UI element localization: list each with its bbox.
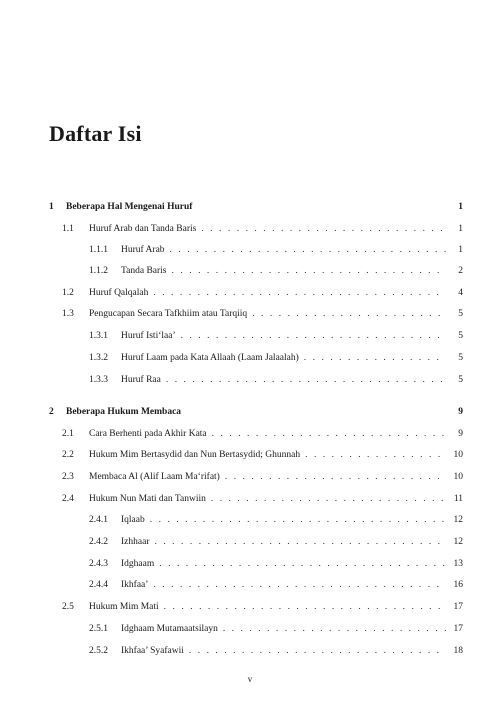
toc-label: Membaca Al (Alif Laam Ma‘rifat)	[89, 472, 220, 482]
toc-label: Huruf Isti‘laa’	[121, 331, 176, 341]
toc-page-number: 9	[458, 407, 463, 417]
toc-leader-dots	[225, 471, 446, 483]
toc-number: 2.3	[62, 472, 74, 482]
toc-number: 1.2	[62, 288, 74, 298]
toc-subsection-1-1-1[interactable]	[89, 244, 463, 256]
toc-leader-dots	[223, 623, 446, 635]
toc-section-2-2[interactable]	[62, 449, 463, 461]
toc-page-number: 11	[453, 494, 463, 504]
toc-leader-dots	[164, 601, 446, 613]
toc-page-number: 5	[458, 331, 463, 341]
toc-page-number: 18	[453, 646, 463, 656]
toc-page-number: 16	[453, 580, 463, 590]
toc-page-number: 5	[458, 375, 463, 385]
toc-label: Hukum Mim Bertasydid dan Nun Bertasydid; Ghunnah	[89, 450, 301, 460]
toc-page-number: 17	[453, 602, 463, 612]
toc-number: 2.5	[62, 602, 74, 612]
toc-leader-dots	[252, 308, 446, 320]
toc-subsection-2-5-1[interactable]	[89, 623, 463, 635]
toc-page-number: 10	[453, 472, 463, 482]
toc-label: Iqlaab	[121, 515, 145, 525]
toc-label: Hukum Nun Mati dan Tanwiin	[89, 494, 206, 504]
toc-label: Idghaam Mutamaatsilayn	[121, 624, 218, 634]
toc-label: Izhhaar	[121, 537, 150, 547]
toc-subsection-2-5-2[interactable]	[89, 645, 463, 657]
toc-page-number: 12	[453, 515, 463, 525]
toc-subsection-1-3-2[interactable]	[89, 352, 463, 364]
toc-label: Huruf Qalqalah	[89, 288, 149, 298]
toc-subsection-1-3-3[interactable]	[89, 374, 463, 386]
toc-leader-dots	[159, 558, 446, 570]
toc-label: Huruf Laam pada Kata Allaah (Laam Jalaalah)	[121, 353, 299, 363]
toc-leader-dots	[154, 536, 446, 548]
toc-subsection-2-4-3[interactable]	[89, 558, 463, 570]
page-folio-number: v	[247, 674, 253, 684]
toc-subsection-2-4-1[interactable]	[89, 514, 463, 526]
toc-page-number: 4	[458, 288, 463, 298]
toc-number: 1.3.2	[89, 353, 108, 363]
toc-leader-dots	[305, 449, 446, 461]
toc-page-number: 1	[458, 245, 463, 255]
toc-leader-dots	[166, 374, 446, 386]
toc-number: 1.1	[62, 224, 74, 234]
toc-section-2-1[interactable]	[62, 428, 463, 440]
toc-section-1-3[interactable]	[62, 308, 463, 320]
toc-page-number: 12	[453, 537, 463, 547]
toc-page-number: 1	[458, 224, 463, 234]
toc-leader-dots	[172, 265, 446, 277]
page-title: Daftar Isi	[49, 121, 142, 146]
toc-label: Idghaam	[121, 559, 155, 569]
toc-number: 2.4.3	[89, 559, 108, 569]
toc-number: 1.3.1	[89, 331, 108, 341]
toc-section-2-3[interactable]	[62, 471, 463, 483]
toc-number: 1.1.2	[89, 266, 108, 276]
toc-page-number: 1	[458, 202, 463, 212]
toc-number: 1	[49, 202, 54, 212]
toc-subsection-1-1-2[interactable]	[89, 265, 463, 277]
toc-section-2-5[interactable]	[62, 601, 463, 613]
toc-leader-dots	[201, 223, 446, 235]
toc-number: 2.4.1	[89, 515, 108, 525]
toc-leader-dots	[181, 330, 446, 342]
toc-page-number: 13	[453, 559, 463, 569]
toc-page-number: 5	[458, 309, 463, 319]
toc-label: Cara Berhenti pada Akhir Kata	[89, 429, 207, 439]
toc-chapter-1[interactable]	[49, 201, 463, 213]
toc-label: Huruf Raa	[121, 375, 161, 385]
toc-page-number: 17	[453, 624, 463, 634]
toc-number: 2.4.4	[89, 580, 108, 590]
toc-number: 1.1.1	[89, 245, 108, 255]
toc-subsection-2-4-4[interactable]	[89, 579, 463, 591]
toc-number: 2	[49, 407, 54, 417]
toc-label: Huruf Arab	[121, 245, 165, 255]
toc-number: 1.3	[62, 309, 74, 319]
toc-label: Hukum Mim Mati	[89, 602, 159, 612]
toc-page-number: 5	[458, 353, 463, 363]
toc-section-1-1[interactable]	[62, 223, 463, 235]
toc-leader-dots	[153, 579, 446, 591]
toc-label: Beberapa Hal Mengenai Huruf	[66, 202, 193, 212]
toc-label: Ikhfaa’	[121, 580, 149, 590]
toc-page-number: 10	[453, 450, 463, 460]
toc-number: 2.5.2	[89, 646, 108, 656]
toc-section-1-2[interactable]	[62, 287, 463, 299]
toc-number: 2.5.1	[89, 624, 108, 634]
toc-label: Beberapa Hukum Membaca	[66, 407, 182, 417]
toc-number: 2.4	[62, 494, 74, 504]
toc-number: 2.4.2	[89, 537, 108, 547]
toc-leader-dots	[189, 645, 446, 657]
toc-label: Pengucapan Secara Tafkhiim atau Tarqiiq	[89, 309, 248, 319]
toc-leader-dots	[150, 514, 446, 526]
toc-leader-dots	[304, 352, 446, 364]
toc-section-2-4[interactable]	[62, 493, 463, 505]
toc-label: Ikhfaa’ Syafawii	[121, 646, 184, 656]
toc-chapter-2[interactable]	[49, 406, 463, 418]
toc-label: Huruf Arab dan Tanda Baris	[89, 224, 197, 234]
toc-number: 2.1	[62, 429, 74, 439]
toc-page-number: 2	[458, 266, 463, 276]
toc-leader-dots	[170, 244, 446, 256]
toc-leader-dots	[153, 287, 446, 299]
toc-subsection-1-3-1[interactable]	[89, 330, 463, 342]
toc-leader-dots	[211, 493, 446, 505]
toc-page-number: 9	[458, 429, 463, 439]
toc-subsection-2-4-2[interactable]	[89, 536, 463, 548]
toc-number: 1.3.3	[89, 375, 108, 385]
toc-number: 2.2	[62, 450, 74, 460]
toc-leader-dots	[212, 428, 446, 440]
toc-label: Tanda Baris	[121, 266, 167, 276]
